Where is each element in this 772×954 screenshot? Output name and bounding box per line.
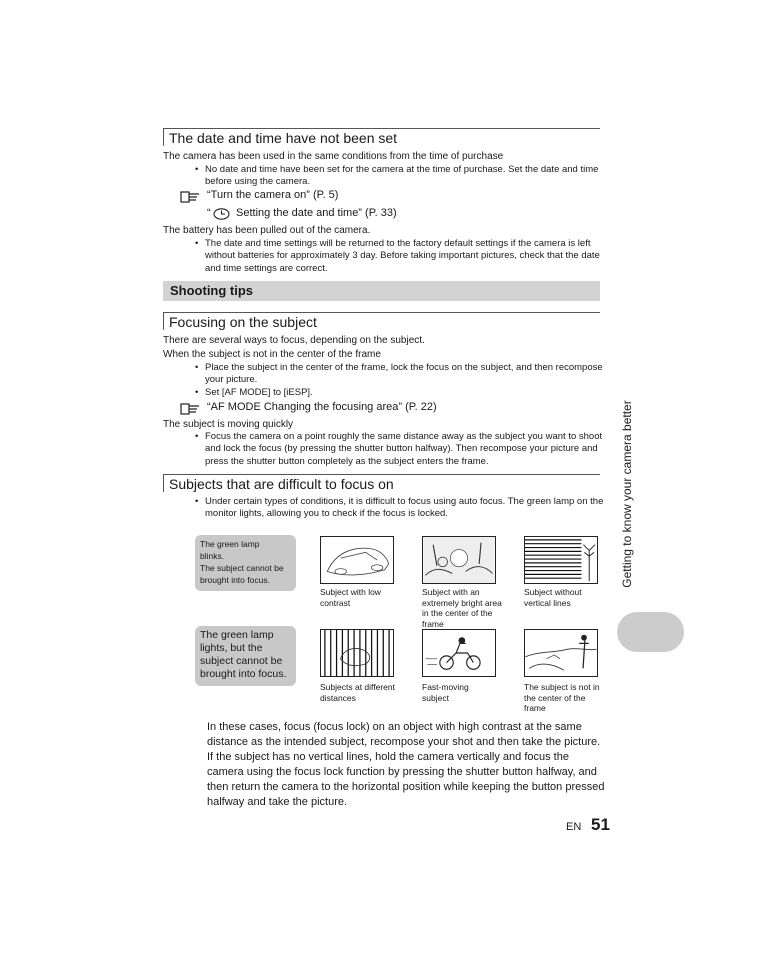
reference-hand-icon [180, 402, 200, 414]
shooting-tips-banner [163, 281, 600, 301]
box-line: lights, but the [200, 642, 263, 654]
image-caption: The subject is not in the center of the frame [524, 682, 600, 713]
heading-left-rule [163, 128, 164, 146]
reference-link-af-mode[interactable]: “AF MODE Changing the focusing area” (P. 22) [207, 401, 437, 413]
image-caption: Subjects at different distances [320, 682, 395, 703]
box-line: The subject cannot be [200, 563, 284, 573]
motorcycle-image [422, 629, 496, 677]
bullet-text: • Set [AF MODE] to [iESP]. [205, 387, 605, 399]
image-caption: Subject with an extremely bright area in the center of the frame [422, 587, 502, 629]
reference-hand-icon [180, 190, 200, 202]
heading-top-rule [163, 312, 600, 313]
off-center-subject-image [524, 629, 598, 677]
horizontal-lines-image [524, 536, 598, 584]
conclusion-paragraph: In these cases, focus (focus lock) on an object with high contrast at the same distance as the intended subject, recompose your shot and then take the picture. If the subject has no vertical lines, hold the camera vertically and focus the camera using the focus lock function by pressing the shutter button halfway, and then return the camera to the horizontal position while keeping the button pressed halfway and take the picture. [207, 721, 605, 808]
reference-quote-mark: “ [207, 207, 211, 219]
green-lamp-blinks-box [195, 535, 296, 591]
chapter-thumb-tab [617, 612, 684, 652]
case-text: When the subject is not in the center of the frame [163, 349, 381, 360]
section-heading-difficult: Subjects that are difficult to focus on [169, 476, 394, 492]
bullet-text: • No date and time have been set for the camera at the time of purchase. Set the date and time before using the camera. [205, 164, 608, 189]
bars-different-distances-image [320, 629, 394, 677]
page-number: 51 [591, 815, 610, 834]
box-line: The green lamp [200, 629, 274, 641]
box-line: blinks. [200, 551, 225, 561]
bullet-text: • The date and time settings will be returned to the factory default settings if the camera is left without batteries for approximately 3 day. Before taking important pictures, check that the date and time settings are correct. [205, 238, 608, 275]
box-line: subject cannot be [200, 655, 283, 667]
clock-icon [213, 207, 230, 219]
section-heading-date-time: The date and time have not been set [169, 130, 398, 146]
heading-left-rule [163, 474, 164, 492]
image-caption: Subject with low contrast [320, 587, 381, 608]
bright-center-image [422, 536, 496, 584]
case-text: The subject is moving quickly [163, 419, 294, 430]
reference-link-date-time[interactable]: Setting the date and time” (P. 33) [236, 207, 397, 219]
bullet-text: • Under certain types of conditions, it is difficult to focus using auto focus. The green lamp on the monitor lights, allowing you to check if the focus is locked. [205, 496, 610, 521]
cause-text: The camera has been used in the same conditions from the time of purchase [163, 151, 504, 162]
section-heading-focusing: Focusing on the subject [169, 314, 317, 330]
green-lamp-lights-box [195, 626, 296, 686]
reference-link-turn-on[interactable]: “Turn the camera on” (P. 5) [207, 189, 339, 201]
bullet-text: • Focus the camera on a point roughly the same distance away as the subject you want to shoot and lock the focus (by pressing the shutter button halfway). Then recompose your picture and press the shutter button completely as the subject enters the frame. [205, 431, 608, 468]
cause-text: The battery has been pulled out of the camera. [163, 225, 371, 236]
heading-left-rule [163, 312, 164, 330]
footer-language: EN [566, 821, 582, 833]
image-caption: Subject without vertical lines [524, 587, 582, 608]
box-line: brought into focus. [200, 668, 287, 680]
heading-top-rule [163, 128, 600, 129]
side-chapter-title [618, 388, 636, 600]
low-contrast-car-image [320, 536, 394, 584]
box-line: The green lamp [200, 539, 260, 549]
intro-text: There are several ways to focus, depending on the subject. [163, 335, 425, 346]
box-line: brought into focus. [200, 575, 270, 585]
side-chapter-label: Getting to know your camera better [620, 400, 634, 588]
bullet-text: • Place the subject in the center of the frame, lock the focus on the subject, and then recompose your picture. [205, 362, 605, 387]
image-caption: Fast-moving subject [422, 682, 469, 703]
shooting-tips-title: Shooting tips [170, 283, 254, 298]
heading-top-rule [163, 474, 600, 475]
